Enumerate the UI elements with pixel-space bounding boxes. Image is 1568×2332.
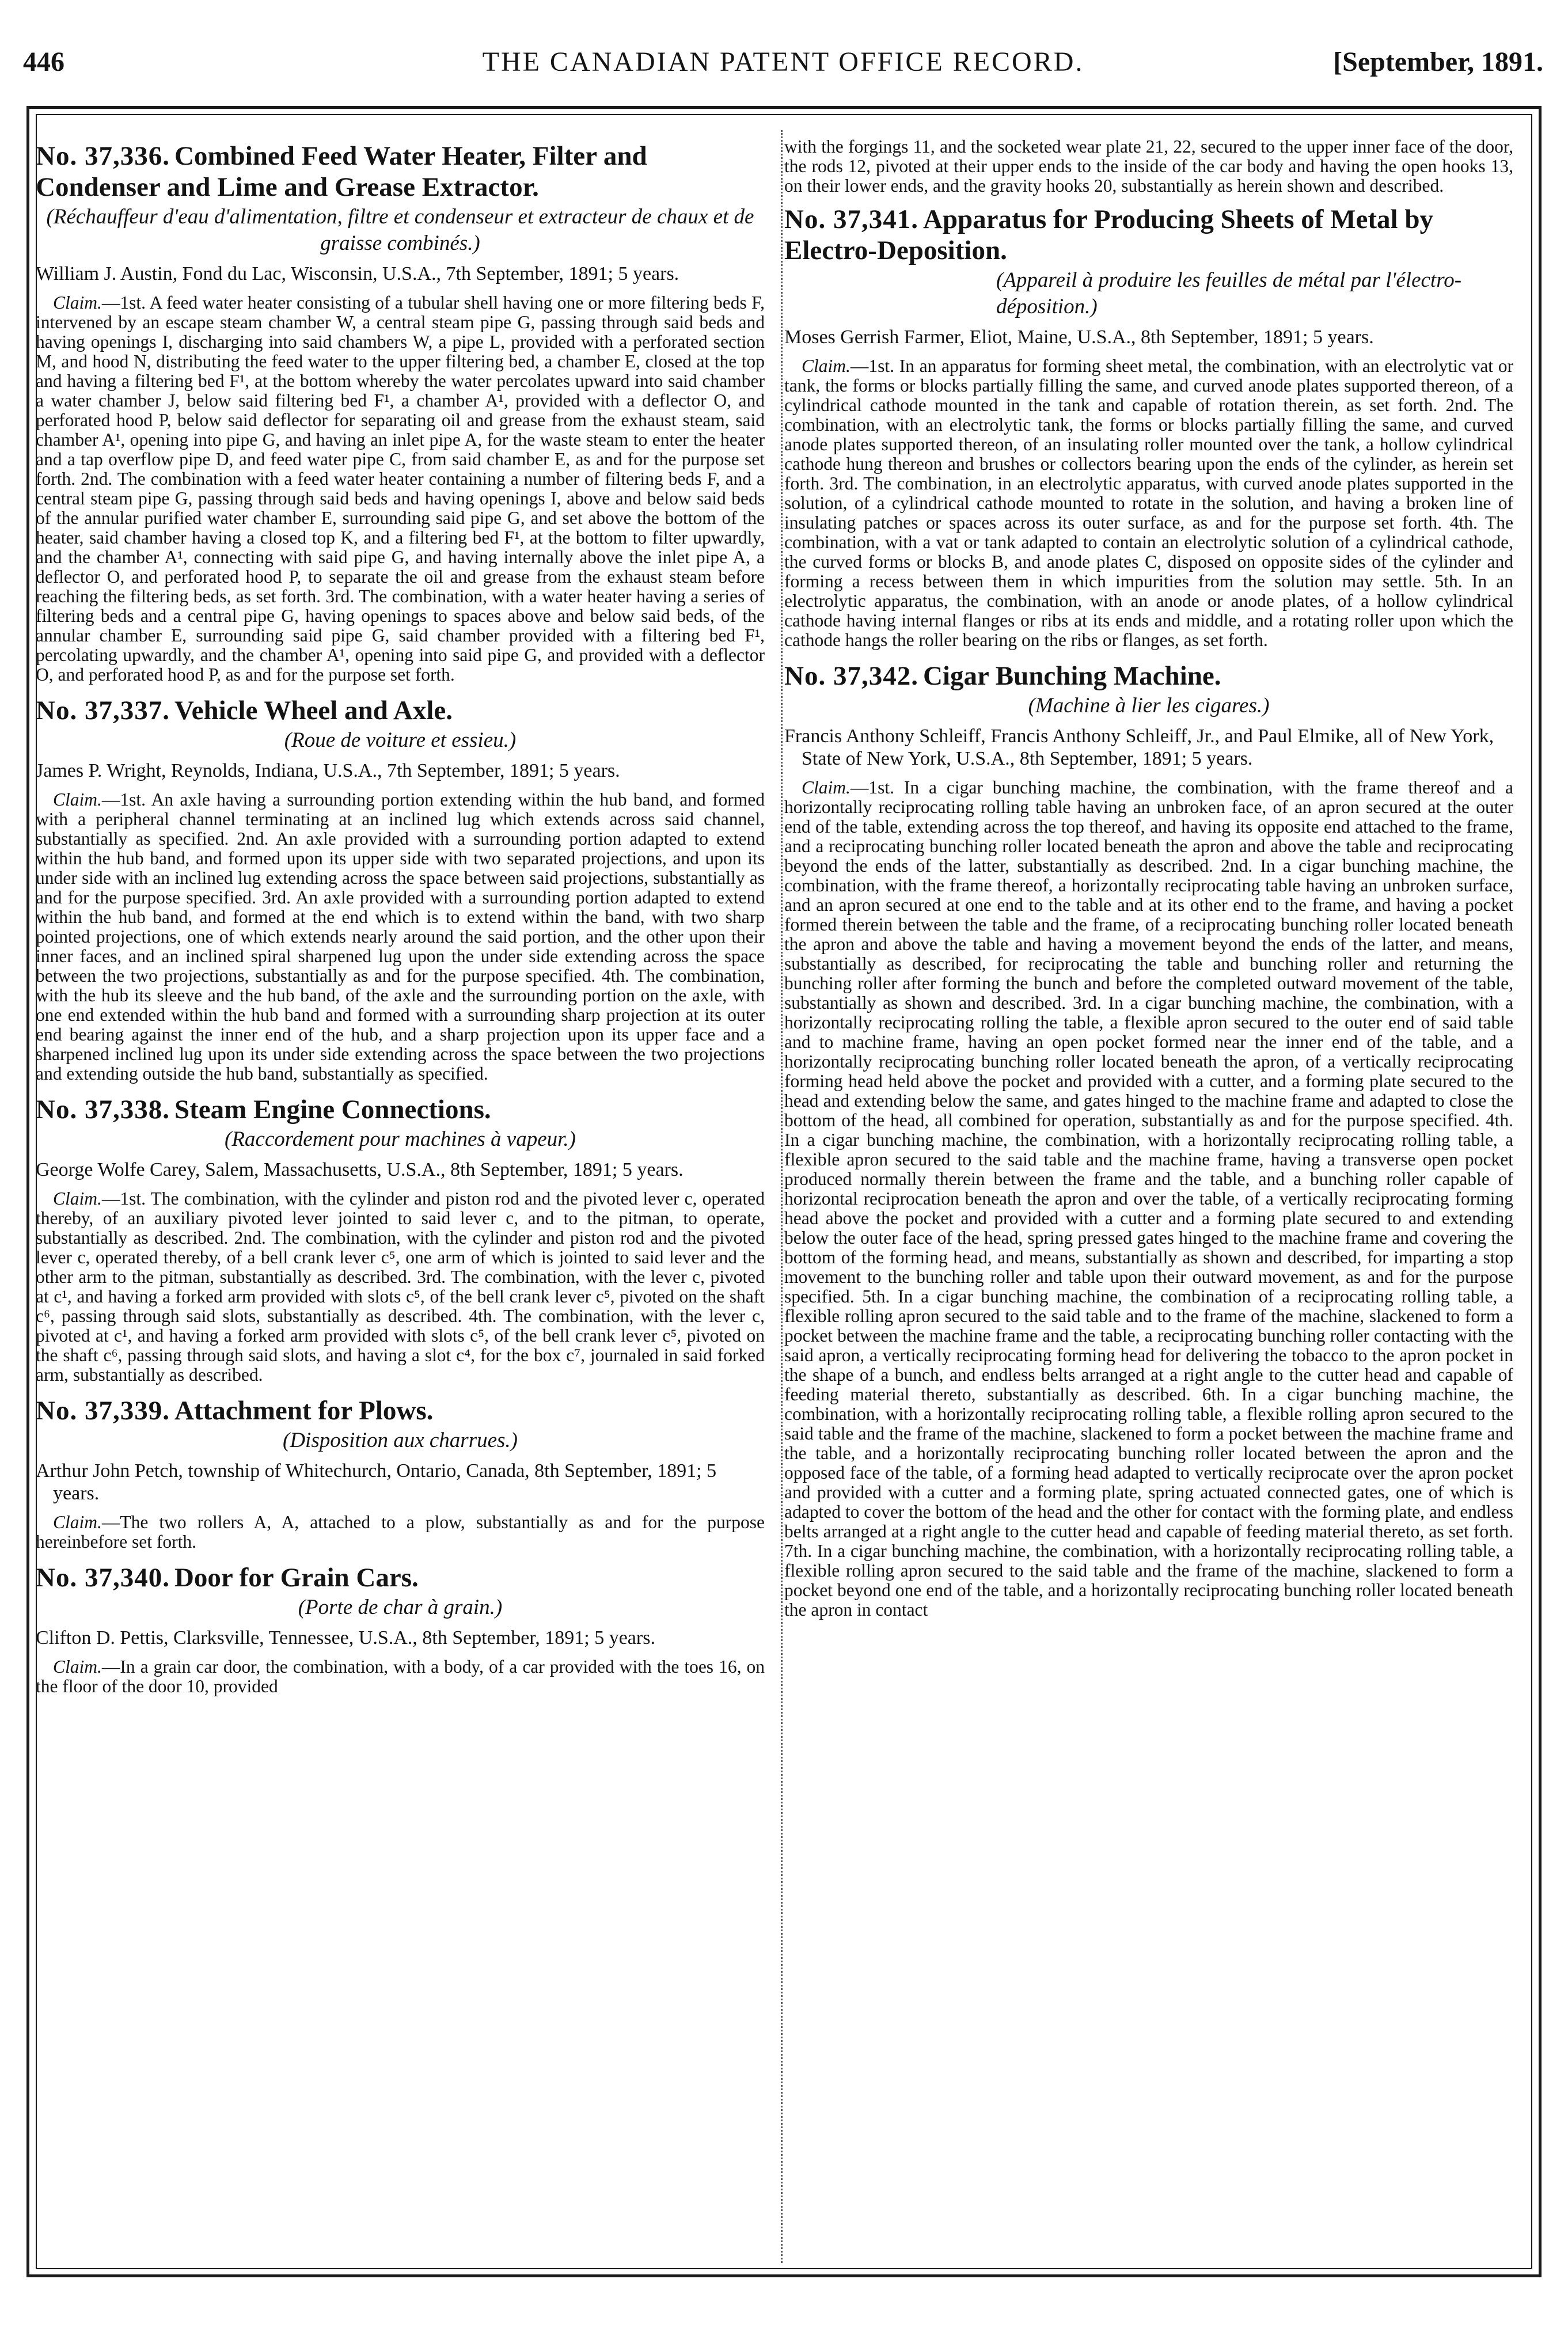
patent-heading: [36, 695, 765, 726]
claim-body: —The two rollers A, A, attached to a plow, substantially as and for the purpose hereinbefore set forth.: [36, 1512, 765, 1552]
inventor-line: Francis Anthony Schleiff, Francis Anthony Schleiff, Jr., and Paul Elmike, all of New York, State of New York, U.S.A., 8th September, 1891; 5 years.: [784, 726, 1494, 769]
patent-title: Attachment for Plows.: [174, 1396, 434, 1426]
running-head: [23, 45, 1543, 79]
patent-heading: [36, 140, 765, 203]
patent-number: No. 37,339.: [36, 1396, 170, 1426]
claim-text: [784, 356, 1513, 650]
left-column: [36, 137, 765, 1707]
inventor-line: Clifton D. Pettis, Clarksville, Tennessee, U.S.A., 8th September, 1891; 5 years.: [36, 1627, 655, 1649]
inventor-line: Arthur John Petch, township of Whitechurch, Ontario, Canada, 8th September, 1891; 5 years.: [36, 1460, 717, 1504]
claim-text: [36, 293, 765, 685]
patent-entry-37342: [784, 660, 1513, 1620]
french-title: (Machine à lier les cigares.): [1028, 694, 1270, 717]
inventor-line: Moses Gerrish Farmer, Eliot, Maine, U.S.A., 8th September, 1891; 5 years.: [784, 326, 1374, 348]
patent-title: Apparatus for Producing Sheets of Metal by Electro-Deposition.: [784, 204, 1433, 265]
patent-entry-37341: [784, 204, 1513, 650]
patent-entry-37339: [36, 1395, 765, 1552]
patent-number: No. 37,338.: [36, 1095, 170, 1125]
claim-body: —1st. In a cigar bunching machine, the combination, with the frame thereof and a horizontally reciprocating rolling table having an unbroken face, of an apron secured at the outer end of the table, extending across the top thereof, and having its opposite end attached to the frame, and a reciprocating bunching roller located beneath the apron and above the table and reciprocating beyond the ends of the latter, substantially as described. 2nd. In a cigar bunching machine, the combination, with the frame thereof, a horizontally reciprocating table having an unbroken surface, and an apron secured at one end to the table and at its other end to the frame, and having a pocket formed therein between the table and the frame, of a reciprocating bunching roller located beneath the apron and above the table and having a movement beyond the ends of the latter, and means, substantially as described, for reciprocating the table and bunching roller and returning the bunching roller after forming the bunch and before the completed outward movement of the table, substantially as shown and described. 3rd. In a cigar bunching machine, the combination, with a horizontally reciprocating rolling the table, a flexible apron secured to the outer end of said table and to machine frame, having an open pocket formed near the inner end of the table, and a horizontally reciprocating bunching roller located beneath the apron, of a vertically reciprocating forming head held above the pocket and provided with a cutter, and a forming plate secured to the head and extending below the same, and gates hinged to the machine frame and adapted to close the bottom of the head, all combined for operation, substantially as and for the purpose specified. 4th. In a cigar bunching machine, the combination, with a horizontally reciprocating rolling table, a flexible apron secured to the said table and the machine frame, having a transverse open pocket produced normally therein between the frame and the table, and a bunching roller capable of horizontal reciprocation beneath the apron and over the table, of a vertically reciprocating forming head above the pocket and provided with a cutter and a forming plate secured to and extending below the outer face of the head, spring pressed gates hinged to the machine frame and covering the bottom of the forming head, and means, substantially as shown and described, for imparting a stop movement to the bunching roller and table upon their outward movement, as and for the purpose specified. 5th. In a cigar bunching machine, the combination of a reciprocating rolling table, a flexible rolling apron secured to the said table and to the frame of the machine, slackened to form a pocket between the machine frame and the table, a reciprocating bunching roller contacting with the said apron, a vertically reciprocating forming head for delivering the tobacco to the apron pocket in the shape of a bunch, and endless belts arranged at a right angle to the cutter head and capable of feeding material thereto, substantially as described. 6th. In a cigar bunching machine, the combination, with a horizontally reciprocating rolling table, a flexible rolling apron secured to the said table and the frame of the machine, slackened to form a pocket between the machine frame and the table, and a horizontally reciprocating bunching roller located between the apron and the opposed face of the table, of a forming head adapted to vertically reciprocate over the apron pocket and provided with a cutter and a forming plate, spring actuated connected gates, one of which is adapted to cover the bottom of the head and the other for contact with the forming plate, and endless belts arranged at a right angle to the cutter head and capable of feeding material thereto, as set forth. 7th. In a cigar bunching machine, the combination, with a horizontally reciprocating rolling table, a flexible rolling apron secured to the said table and the frame of the machine, slackened to form a pocket beyond one end of the table, and a horizontally reciprocating bunching roller located beneath the apron in contact: [784, 777, 1513, 1620]
french-title: (Raccordement pour machines à vapeur.): [225, 1127, 576, 1151]
french-title: (Réchauffeur d'eau d'alimentation, filtre et condenseur et extracteur de chaux et de graisse combinés.): [46, 205, 754, 255]
french-title: (Disposition aux charrues.): [283, 1429, 518, 1452]
right-column: [784, 137, 1513, 1630]
inventor-line: James P. Wright, Reynolds, Indiana, U.S.A., 7th September, 1891; 5 years.: [36, 760, 620, 781]
patent-entry-37337: [36, 695, 765, 1084]
claim-text: [36, 1189, 765, 1385]
claim-text: [36, 1657, 765, 1696]
claim-label: Claim.: [802, 777, 851, 797]
inventor-line: George Wolfe Carey, Salem, Massachusetts, U.S.A., 8th September, 1891; 5 years.: [36, 1159, 684, 1180]
publication-title: THE CANADIAN PATENT OFFICE RECORD.: [482, 47, 1084, 77]
page-number: 446: [23, 47, 64, 77]
claim-label: Claim.: [53, 789, 102, 810]
claim-body: —In a grain car door, the combination, with a body, of a car provided with the toes 16, on the floor of the door 10, provided: [36, 1657, 765, 1696]
patent-entry-37338: [36, 1094, 765, 1385]
patent-number: No. 37,341.: [784, 204, 918, 234]
claim-body: —1st. An axle having a surrounding portion extending within the hub band, and formed with a peripheral channel terminating at an inclined lug which extends across said channel, substantially as specified. 2nd. An axle provided with a surrounding portion adapted to extend within the hub band, and formed upon its upper side with two separated projections, and upon its under side with an inclined lug extending across the space between said projections, substantially as and for the purpose specified. 3rd. An axle provided with a surrounding portion adapted to extend within the hub band, and formed at the end which is to extend within the band, with two sharp pointed projections, one of which extends nearly around the said portion, and the other upon their inner faces, and an inclined spiral sharpened lug upon the under side extending across the space between the two projections, substantially as and for the purpose specified. 4th. The combination, with the hub its sleeve and the hub band, of the axle and the surrounding portion on the axle, with one end extended within the hub band and formed with a surrounding sharp projection at its outer end bearing against the inner end of the hub, and a sharp projection upon its upper face and a sharpened inclined lug upon its under side extending across the space between the two projections and extending outside the hub band, substantially as specified.: [36, 789, 765, 1084]
claim-body: —1st. The combination, with the cylinder and piston rod and the pivoted lever c, operated thereby, of an auxiliary pivoted lever jointed to said lever c, and to the pitman, to operate, substantially as described. 2nd. The combination, with the cylinder and piston rod and the pivoted lever c, operated thereby, of a bell crank lever c⁵, one arm of which is jointed to said lever and the other arm to the pitman, substantially as described. 3rd. The combination, with the lever c, pivoted at c¹, and having a forked arm provided with slots c⁵, of the bell crank lever c⁵, pivoted on the shaft c⁶, passing through said slots, substantially as described. 4th. The combination, with the lever c, pivoted at c¹, and having a forked arm provided with slots c⁵, of the bell crank lever c⁵, pivoted on the shaft c⁶, passing through said slots, and having a slot c⁴, for the box c⁷, journaled in said forked arm, substantially as described.: [36, 1188, 765, 1385]
continued-claim-text: with the forgings 11, and the socketed wear plate 21, 22, secured to the upper inner face of the door, the rods 12, pivoted at their upper ends to the inside of the car body and having the open hooks 13, on their lower ends, and the gravity hooks 20, substantially as herein shown and described.: [784, 136, 1513, 196]
inventor-line: William J. Austin, Fond du Lac, Wisconsin, U.S.A., 7th September, 1891; 5 years.: [36, 263, 679, 284]
patent-title: Cigar Bunching Machine.: [922, 661, 1221, 691]
patent-title: Combined Feed Water Heater, Filter and Condenser and Lime and Grease Extractor.: [36, 141, 647, 202]
claim-label: Claim.: [53, 1512, 102, 1532]
claim-text: [36, 1513, 765, 1552]
patent-entry-37336: [36, 140, 765, 685]
patent-number: No. 37,342.: [784, 661, 918, 691]
patent-heading: [784, 204, 1513, 266]
claim-body: —1st. A feed water heater consisting of a tubular shell having one or more filtering beds F, intervened by an escape steam chamber W, a central steam pipe G, passing through said beds and having openings I, discharging into said chambers W, a pipe L, provided with a perforated section M, and hood N, distributing the feed water to the upper filtering bed, a chamber E, closed at the top and having a filtering bed F¹, at the bottom whereby the water percolates upward into said chamber a water chamber J, below said filtering bed F¹, a chamber A¹, provided with a deflector O, and perforated hood P, below said deflector for separating oil and grease from the exhaust steam, said chamber A¹, opening into pipe G, and having an inlet pipe A, for the waste steam to enter the heater and a tap overflow pipe D, and feed water pipe C, from said chamber E, as and for the purpose set forth. 2nd. The combination with a feed water heater containing a number of filtering beds F, and a central steam pipe G, passing through said beds and having openings I, above and below said beds of the annular purified water chamber E, surrounding said pipe G, and set above the bottom of the heater, said chamber having a closed top K, and a filtering bed F¹, at the bottom to filter upwardly, and the chamber A¹, connecting with said pipe G, and having internally above the inlet pipe A, a deflector O, and perforated hood P, to separate the oil and grease from the exhaust steam before reaching the filtering beds, as set forth. 3rd. The combination, with a water heater having a series of filtering beds and a central pipe G, having openings to spaces above and below said beds, of the annular chamber E, surrounding said pipe G, said chamber provided with a filtering bed F¹, percolating upwardly, and the chamber A¹, opening into said pipe G, and provided with a deflector O, and perforated hood P, as and for the purpose set forth.: [36, 293, 765, 685]
patent-title: Steam Engine Connections.: [174, 1095, 491, 1125]
issue-date: [September, 1891.: [1333, 47, 1543, 77]
claim-label: Claim.: [802, 356, 851, 376]
patent-heading: [36, 1094, 765, 1125]
claim-text: [36, 790, 765, 1084]
claim-body: —1st. In an apparatus for forming sheet metal, the combination, with an electrolytic vat or tank, the forms or blocks partially filling the same, and curved anode plates supported thereon, of a cylindrical cathode mounted in the tank and capable of rotation therein, as set forth. 2nd. The combination, with an electrolytic tank, the forms or blocks partially filling the same, and curved anode plates supported thereon, of an insulating roller mounted over the tank, a hollow cylindrical cathode hung thereon and brushes or collectors bearing upon the ends of the cylinder, as herein set forth. 3rd. The combination, in an electrolytic apparatus, with curved anode plates supported in the solution, of a cylindrical cathode mounted to rotate in the solution, and having a broken line of insulating patches or spaces across its outer surface, as and for the purpose set forth. 4th. The combination, with a vat or tank adapted to contain an electrolytic solution of a cylindrical cathode, the curved forms or blocks B, and anode plates C, disposed on opposite sides of the cylinder and forming a recess between them in which impurities from the solution may settle. 5th. In an electrolytic apparatus, the combination, with an anode or anode plates, of a hollow cylindrical cathode having internal flanges or ribs at its ends and middle, and a rotating roller upon which the cathode hangs the roller bearing on the ribs or flanges, as set forth.: [784, 356, 1513, 650]
claim-label: Claim.: [53, 293, 102, 313]
claim-label: Claim.: [53, 1188, 102, 1209]
patent-heading: [784, 660, 1513, 692]
french-title: (Roue de voiture et essieu.): [284, 728, 517, 752]
patent-heading: [36, 1395, 765, 1426]
patent-number: No. 37,336.: [36, 141, 170, 171]
patent-number: No. 37,340.: [36, 1563, 170, 1593]
patent-title: Vehicle Wheel and Axle.: [174, 696, 453, 726]
french-title: (Appareil à produire les feuilles de métal par l'électro-déposition.): [996, 268, 1462, 318]
patent-title: Door for Grain Cars.: [174, 1563, 419, 1593]
patent-number: No. 37,337.: [36, 696, 170, 726]
french-title: (Porte de char à grain.): [298, 1596, 503, 1619]
column-divider: [781, 130, 784, 2263]
claim-text: [784, 778, 1513, 1620]
patent-heading: [36, 1562, 765, 1593]
patent-entry-37340: [36, 1562, 765, 1696]
claim-label: Claim.: [53, 1657, 102, 1677]
